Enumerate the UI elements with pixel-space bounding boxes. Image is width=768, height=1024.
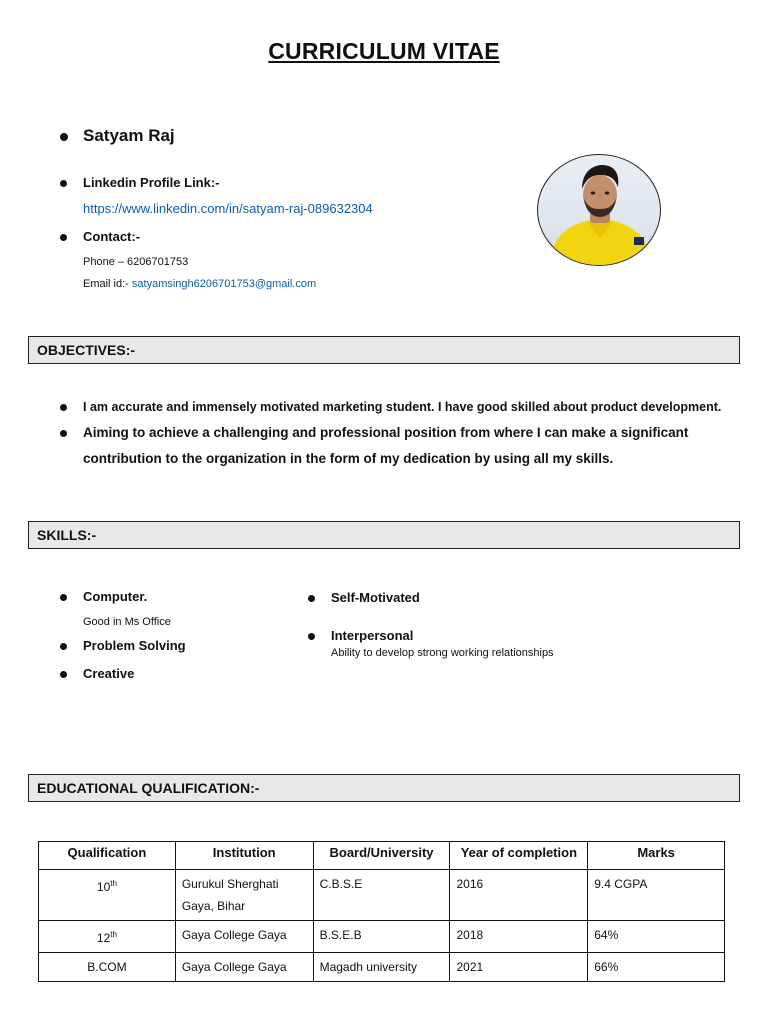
email-label: Email id:- xyxy=(83,278,132,290)
cell-year: 2018 xyxy=(450,921,588,953)
bullet-icon xyxy=(60,430,67,437)
education-heading: EDUCATIONAL QUALIFICATION:- xyxy=(37,780,260,796)
skill-creative: Creative xyxy=(83,666,135,681)
bullet-icon xyxy=(60,643,67,650)
objectives-heading: OBJECTIVES:- xyxy=(37,342,136,358)
cell-qualification: 10th xyxy=(39,870,176,921)
bullet-icon xyxy=(60,404,67,411)
cell-qualification: B.COM xyxy=(39,953,176,982)
skill-interpersonal: Interpersonal xyxy=(331,628,414,643)
objective-item-continued: contribution to the organization in the form of my dedication by using all my skills. xyxy=(83,451,614,466)
cell-year: 2016 xyxy=(450,870,588,921)
cell-institution: Gaya College Gaya xyxy=(175,953,313,982)
email-line xyxy=(83,278,316,290)
cell-board: Magadh university xyxy=(313,953,450,982)
cell-board: C.B.S.E xyxy=(313,870,450,921)
candidate-name: Satyam Raj xyxy=(83,126,175,145)
cell-qualification: 12th xyxy=(39,921,176,953)
objective-item: Aiming to achieve a challenging and professional position from where I can make a significant xyxy=(83,425,689,440)
bullet-icon xyxy=(60,234,67,241)
column-header: Institution xyxy=(175,842,313,870)
profile-photo-illustration xyxy=(538,155,661,266)
cell-board: B.S.E.B xyxy=(313,921,450,953)
email-link[interactable]: satyamsingh6206701753@gmail.com xyxy=(131,278,317,290)
column-header: Year of completion xyxy=(450,842,588,870)
column-header: Board/University xyxy=(313,842,450,870)
skills-heading: SKILLS:- xyxy=(37,527,97,543)
skill-problem-solving: Problem Solving xyxy=(83,638,186,653)
education-header xyxy=(28,774,740,802)
column-header: Marks xyxy=(588,842,725,870)
cell-institution: Gurukul Sherghati Gaya, Bihar xyxy=(175,870,313,921)
table-header-row xyxy=(39,842,725,870)
skill-interpersonal-note: Ability to develop strong working relationships xyxy=(331,647,554,659)
bullet-icon xyxy=(60,133,68,141)
skill-computer-note: Good in Ms Office xyxy=(83,616,171,628)
cell-marks: 66% xyxy=(588,953,725,982)
skills-header xyxy=(28,521,740,549)
objectives-header xyxy=(28,336,740,364)
table-row xyxy=(39,870,725,921)
column-header: Qualification xyxy=(39,842,176,870)
bullet-icon xyxy=(60,180,67,187)
skill-computer: Computer. xyxy=(83,589,148,604)
skill-self-motivated: Self-Motivated xyxy=(331,590,420,605)
linkedin-label: Linkedin Profile Link:- xyxy=(83,175,220,190)
table-row xyxy=(39,953,725,982)
bullet-icon xyxy=(60,671,67,678)
objective-item: I am accurate and immensely motivated marketing student. I have good skilled about product development. xyxy=(83,400,722,414)
cell-institution: Gaya College Gaya xyxy=(175,921,313,953)
bullet-icon xyxy=(308,633,315,640)
phone-text: Phone – 6206701753 xyxy=(83,256,189,268)
linkedin-link[interactable]: https://www.linkedin.com/in/satyam-raj-089632304 xyxy=(83,201,373,216)
profile-photo xyxy=(537,154,661,266)
table-row xyxy=(39,921,725,953)
cell-marks: 9.4 CGPA xyxy=(588,870,725,921)
cell-marks: 64% xyxy=(588,921,725,953)
education-table xyxy=(38,841,725,982)
cell-year: 2021 xyxy=(450,953,588,982)
contact-label: Contact:- xyxy=(83,229,141,244)
bullet-icon xyxy=(308,595,315,602)
document-title: CURRICULUM VITAE xyxy=(268,38,500,64)
bullet-icon xyxy=(60,594,67,601)
